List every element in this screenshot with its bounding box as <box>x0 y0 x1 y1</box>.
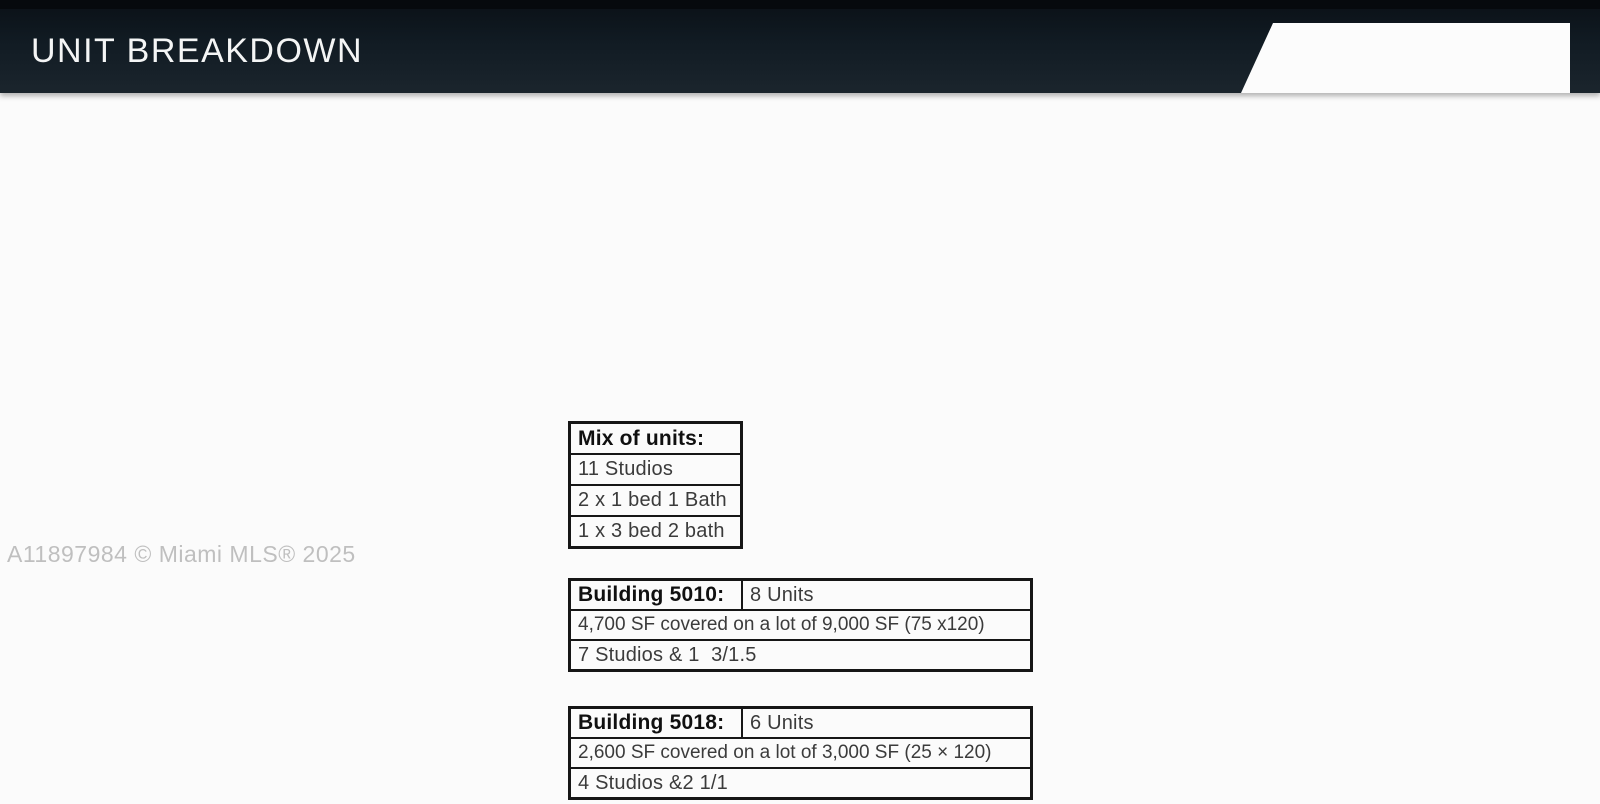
table-row <box>571 515 740 546</box>
table-row <box>571 737 1030 767</box>
page-title: UNIT BREAKDOWN <box>31 31 364 70</box>
table-row <box>571 639 1030 669</box>
header-top-strip <box>0 0 1600 9</box>
table-cell-text: 4,700 SF covered on a lot of 9,000 SF (75 x120) <box>578 614 985 635</box>
header-bar <box>0 0 1600 93</box>
mls-watermark: A11897984 © Miami MLS® 2025 <box>7 541 356 567</box>
table-header-label: Mix of units: <box>578 426 705 450</box>
table-row <box>571 767 1030 797</box>
building-5010-table <box>568 578 1033 672</box>
table-row <box>571 453 740 484</box>
table-header-row <box>571 581 1030 609</box>
table-cell-text: 11 Studios <box>578 458 674 480</box>
building-units-cell: 8 Units <box>750 583 814 606</box>
table-header-row <box>571 424 740 453</box>
table-cell-text: 1 x 3 bed 2 bath <box>578 520 725 542</box>
building-5018-table <box>568 706 1033 800</box>
building-units-cell: 6 Units <box>750 711 814 734</box>
building-name-cell: Building 5018: <box>571 709 743 737</box>
table-cell-text: 7 Studios & 1 3/1.5 <box>578 643 757 666</box>
table-cell-text: 2 x 1 bed 1 Bath <box>578 489 727 511</box>
table-row <box>571 609 1030 639</box>
table-cell-text: 2,600 SF covered on a lot of 3,000 SF (25 × 120) <box>578 742 992 763</box>
table-header-row <box>571 709 1030 737</box>
table-row <box>571 484 740 515</box>
building-name-cell: Building 5010: <box>571 581 743 609</box>
header-accent-notch <box>1241 23 1570 93</box>
table-cell-text: 4 Studios &2 1/1 <box>578 771 728 794</box>
mix-of-units-table <box>568 421 743 549</box>
